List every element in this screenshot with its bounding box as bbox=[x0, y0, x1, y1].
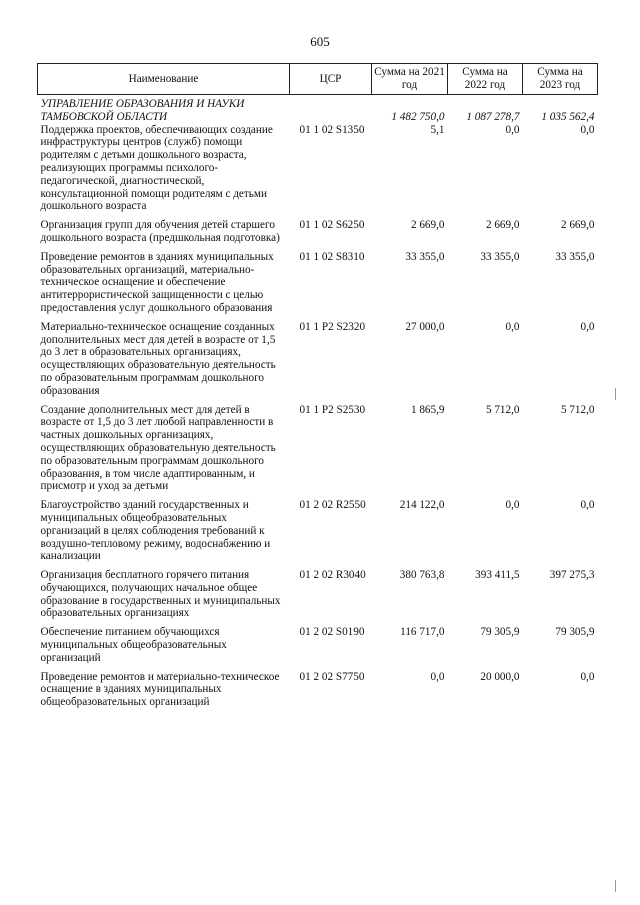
row-code: 01 1 P2 S2320 bbox=[299, 320, 366, 333]
row-sum-2021: 33 355,0 bbox=[405, 250, 445, 263]
row-sum-2021: 214 122,0 bbox=[399, 499, 445, 512]
row-name: Проведение ремонтов и материально-техническое оснащение в зданиях муниципальных общеобразовательных организаций bbox=[40, 670, 280, 709]
budget-table bbox=[37, 63, 598, 715]
table-row bbox=[38, 124, 598, 220]
row-sum-2023: 5 712,0 bbox=[560, 403, 595, 416]
table-row bbox=[38, 499, 598, 569]
row-name: Организация бесплатного горячего питания обучающихся, получающих начальное общее образование в государственных и муниципальных образовательных организациях bbox=[40, 569, 281, 620]
table-row bbox=[38, 626, 598, 670]
row-name: Благоустройство зданий государственных и муниципальных общеобразовательных организаций в целях соблюдения требований к воздушно-тепловому режиму, водоснабжению и канализации bbox=[40, 499, 271, 563]
row-sum-2022: 0,0 bbox=[505, 499, 520, 512]
row-name: Организация групп для обучения детей старшего дошкольного возраста (предшкольная подготовка) bbox=[40, 219, 280, 244]
row-code: 01 2 02 R2550 bbox=[299, 499, 366, 512]
row-name: Создание дополнительных мест для детей в возрасте от 1,5 до 3 лет любой направленности в частных дошкольных организациях, осуществляющих образовательную деятельность по образовательным программам дошкольного образования, в том числе адаптированным, и присмотр и уход за детьми bbox=[40, 403, 276, 493]
table-row bbox=[38, 404, 598, 500]
section-sum-2022: 1 087 278,7 bbox=[466, 110, 520, 123]
section-code bbox=[290, 95, 372, 124]
row-sum-2023: 33 355,0 bbox=[555, 250, 595, 263]
row-name: Поддержка проектов, обеспечивающих создание инфраструктуры центров (служб) помощи родителям с детьми дошкольного возраста, реализующих программы психолого-педагогической, диагностической, консультационной помощи родителям с детьми дошкольного возраста bbox=[40, 123, 273, 213]
row-sum-2021: 5,1 bbox=[430, 123, 445, 136]
row-name: Материально-техническое оснащение созданных дополнительных мест для детей в возрасте от 1,5 до 3 лет в образовательных организациях, осуществляющих образовательную деятельность по образовательным программам дошкольного образования bbox=[40, 320, 276, 397]
header-sum-2022: Сумма на 2022 год bbox=[448, 64, 523, 95]
header-name: Наименование bbox=[38, 64, 290, 95]
row-sum-2023: 0,0 bbox=[580, 670, 595, 683]
scan-mark bbox=[615, 880, 616, 892]
row-code: 01 1 02 S1350 bbox=[299, 123, 365, 136]
row-sum-2021: 27 000,0 bbox=[405, 320, 445, 333]
row-sum-2022: 0,0 bbox=[505, 320, 520, 333]
table-row bbox=[38, 671, 598, 715]
row-sum-2023: 0,0 bbox=[580, 499, 595, 512]
row-sum-2023: 0,0 bbox=[580, 123, 595, 136]
table-row bbox=[38, 251, 598, 321]
row-sum-2021: 2 669,0 bbox=[410, 219, 445, 232]
row-sum-2022: 2 669,0 bbox=[485, 219, 520, 232]
table-header bbox=[38, 64, 598, 95]
row-sum-2022: 5 712,0 bbox=[485, 403, 520, 416]
section-row bbox=[38, 95, 598, 124]
row-sum-2023: 397 275,3 bbox=[549, 569, 595, 582]
section-sum-2021: 1 482 750,0 bbox=[391, 110, 445, 123]
row-code: 01 2 02 S7750 bbox=[299, 670, 365, 683]
row-sum-2022: 33 355,0 bbox=[480, 250, 520, 263]
row-sum-2022: 393 411,5 bbox=[475, 569, 520, 582]
row-code: 01 1 P2 S2530 bbox=[299, 403, 366, 416]
row-code: 01 1 02 S8310 bbox=[299, 250, 365, 263]
row-name: Проведение ремонтов в зданиях муниципальных образовательных организаций, материально-техническое оснащение и обеспечение антитеррористической защищенности с целью предоставления услуг дошкольного образования bbox=[40, 250, 274, 314]
row-sum-2021: 380 763,8 bbox=[399, 569, 445, 582]
table-body bbox=[38, 95, 598, 716]
row-code: 01 2 02 R3040 bbox=[299, 569, 366, 582]
table-row bbox=[38, 569, 598, 626]
row-sum-2023: 79 305,9 bbox=[555, 626, 595, 639]
section-title: УПРАВЛЕНИЕ ОБРАЗОВАНИЯ И НАУКИ ТАМБОВСКОЙ ОБЛАСТИ bbox=[40, 98, 245, 123]
row-sum-2021: 1 865,9 bbox=[410, 403, 445, 416]
section-sum-2023: 1 035 562,4 bbox=[541, 110, 595, 123]
row-sum-2023: 0,0 bbox=[580, 320, 595, 333]
header-sum-2021: Сумма на 2021 год bbox=[372, 64, 448, 95]
table-row bbox=[38, 321, 598, 404]
row-sum-2022: 0,0 bbox=[505, 123, 520, 136]
header-sum-2023: Сумма на 2023 год bbox=[523, 64, 598, 95]
row-code: 01 2 02 S0190 bbox=[299, 626, 365, 639]
table-row bbox=[38, 219, 598, 251]
row-sum-2021: 0,0 bbox=[430, 670, 445, 683]
row-sum-2021: 116 717,0 bbox=[400, 626, 445, 639]
scan-mark bbox=[615, 388, 616, 400]
header-code: ЦСР bbox=[290, 64, 372, 95]
row-sum-2022: 79 305,9 bbox=[480, 626, 520, 639]
row-sum-2023: 2 669,0 bbox=[560, 219, 595, 232]
row-sum-2022: 20 000,0 bbox=[480, 670, 520, 683]
page-number: 605 bbox=[310, 34, 330, 49]
row-code: 01 1 02 S6250 bbox=[299, 219, 365, 232]
row-name: Обеспечение питанием обучающихся муниципальных общеобразовательных организаций bbox=[40, 626, 227, 664]
